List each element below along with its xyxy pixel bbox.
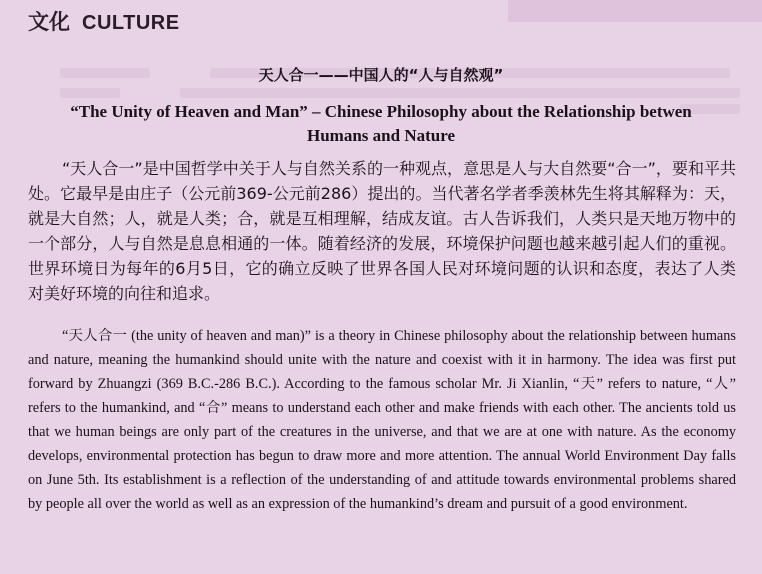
paragraph-en: “天人合一 (the unity of heaven and man)” is a theory in Chinese philosophy about the relationship between humans and nature, meaning the humankind should unite with the nature and coexist with it in harmony. The idea was first put forward by Zhuangzi (369 B.C.-286 B.C.). According to the famous scholar Mr. Ji Xianlin, “天” refers to nature, “人” refers to the humankind, and “合” means to understand each other and make friends with each other. The ancients told us that we human beings are only part of the creatures in the universe, and that we are at one with nature. As the economy develops, environmental protection has begun to draw more and more attention. The annual World Environment Day falls on June 5th. Its establishment is a reflection of the understanding of and attitude towards environmental problems shared by people all over the world as well as an expression of the humankind’s dream and pursuit of a good environment. [28, 328, 736, 512]
header-band [508, 0, 762, 22]
article-title-en: “The Unity of Heaven and Man” – Chinese Philosophy about the Relationship betwen Humans and Nature [70, 102, 692, 145]
article-title-zh: 天人合一——中国人的“人与自然观” [258, 66, 504, 84]
section-header [28, 6, 180, 36]
paragraph-zh: “天人合一”是中国哲学中关于人与自然关系的一种观点，意思是人与大自然要“合一”，要和平共处。它最早是由庄子（公元前369-公元前286）提出的。当代著名学者季羡林先生将其解释为：天，就是大自然；人，就是人类；合，就是互相理解，结成友谊。古人告诉我们，人类只是天地万物中的一个部分，人与自然是息息相通的一体。随着经济的发展，环境保护问题也越来越引起人们的重视。世界环境日为每年的6月5日，它的确立反映了世界各国人民对环境问题的认识和态度，表达了人类对美好环境的向往和追求。 [28, 159, 736, 303]
section-label-zh: 文化 [28, 10, 70, 34]
section-label-en: CULTURE [82, 12, 180, 34]
